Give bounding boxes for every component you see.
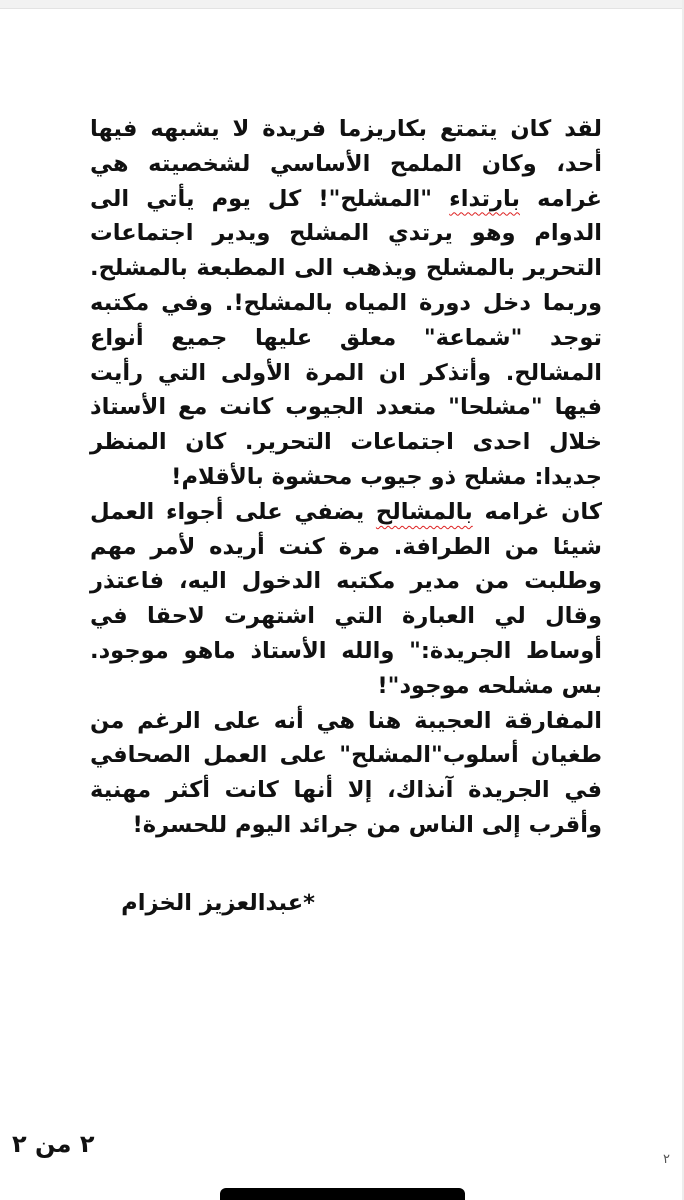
paragraph-1-text-end: "المشلح"! كل يوم يأتي الى الدوام وهو يرتدي المشلح ويدير اجتماعات التحرير بالمشلح ويذهب الى المطبعة بالمشلح. وربما دخل دورة المياه بالمشلح!. وفي مكتبه توجد "شماعة" معلق عليها جميع أنواع المشالح. وأتذكر ان المرة الأولى التي رأيت فيها "مشلحا" متعدد الجيوب كانت مع الأستاذ خلال احدى اجتماعات التحرير. كان المنظر جديدا: مشلح ذو جيوب محشوة بالأقلام! xyxy=(90,185,602,490)
paragraph-2-text-end: يضفي على أجواء العمل شيئا من الطرافة. مرة كنت أريده لأمر مهم وطلبت من مدير مكتبه الدخول اليه، فاعتذر وقال لي العبارة التي اشتهرت لاحقا في أوساط الجريدة:" والله الأستاذ ماهو موجود. بس مشلحه موجود"! xyxy=(90,498,602,699)
paragraph-3 xyxy=(90,704,602,843)
paragraph-1-text-start: لقد كان يتمتع بكاريزما فريدة لا يشبهه فيها أحد، وكان الملمح الأساسي لشخصيته هي غرامه xyxy=(90,116,602,212)
author-signature: *عبدالعزيز الخزام xyxy=(121,890,315,916)
paragraph-2-text-start: كان غرامه xyxy=(472,498,602,525)
article-body xyxy=(90,112,602,843)
page-number: ٢ xyxy=(663,1152,670,1167)
spellcheck-word: بارتداء xyxy=(449,185,520,212)
top-border xyxy=(0,0,684,9)
page-count: ٢ من ٢ xyxy=(12,1130,95,1158)
paragraph-1 xyxy=(90,112,602,495)
paragraph-2 xyxy=(90,495,602,704)
home-indicator[interactable] xyxy=(220,1188,465,1200)
spellcheck-word: بالمشالح xyxy=(375,498,473,525)
paragraph-3-text: المفارقة العجيبة هنا هي أنه على الرغم من طغيان أسلوب"المشلح" على العمل الصحافي في الجريدة آنذاك، إلا أنها كانت أكثر مهنية وأقرب إلى الناس من جرائد اليوم للحسرة! xyxy=(90,707,602,838)
